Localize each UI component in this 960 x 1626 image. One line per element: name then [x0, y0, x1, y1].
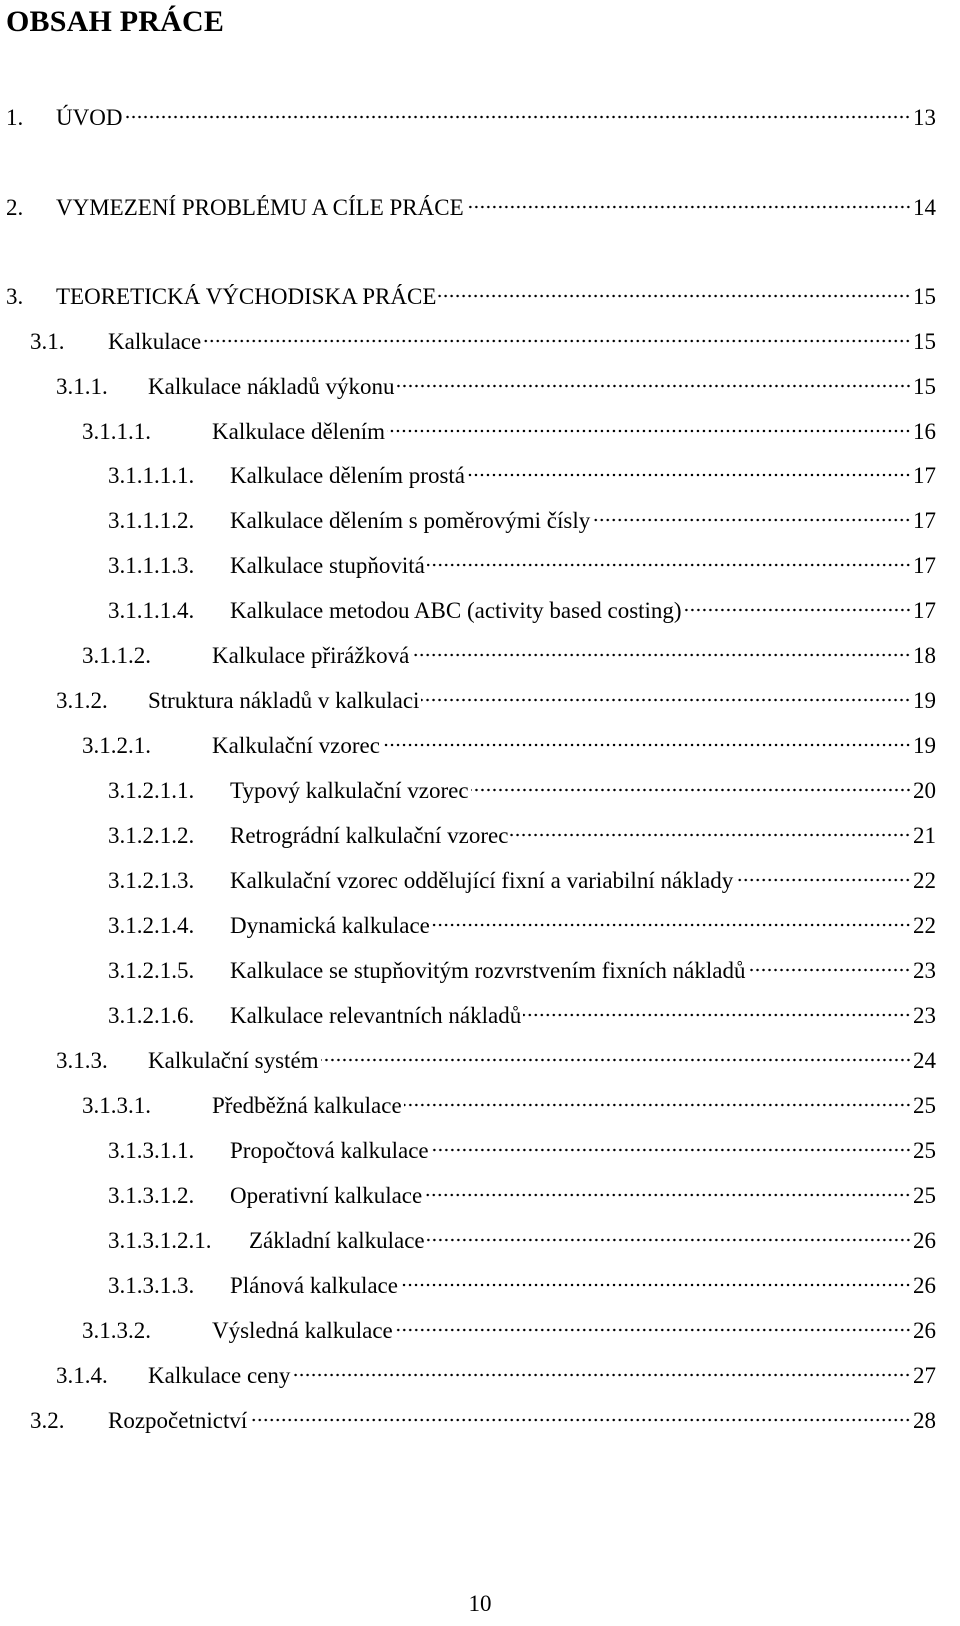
toc-entry-label: Kalkulace stupňovitá	[230, 553, 425, 578]
dot-leader	[404, 1102, 911, 1108]
toc-entry-page: 17	[913, 598, 936, 623]
toc-entry-label: Předběžná kalkulace	[212, 1093, 402, 1118]
dot-leader	[249, 1417, 911, 1423]
toc-entry-number: 3.1.1.1.1.	[108, 463, 195, 488]
dot-leader	[427, 562, 911, 568]
toc-entry-number: 3.1.1.	[56, 374, 108, 399]
toc-entry-number: 3.1.3.	[56, 1048, 108, 1073]
toc-entry[interactable]	[6, 194, 936, 222]
toc-entry[interactable]	[82, 732, 936, 760]
toc-entry[interactable]	[108, 1182, 936, 1210]
toc-entry-page: 17	[913, 553, 936, 578]
toc-entry-page: 22	[913, 913, 936, 938]
toc-entry-label: Kalkulace	[108, 329, 202, 354]
toc-entry-page: 16	[913, 419, 936, 444]
dot-leader	[382, 742, 911, 748]
toc-entry-number: 3.1.2.1.4.	[108, 913, 195, 938]
toc-entry-number: 2.	[6, 195, 24, 220]
toc-entry-label: Retrográdní kalkulační vzorec	[230, 823, 509, 848]
toc-entry-label: Kalkulace relevantních nákladů	[230, 1003, 522, 1028]
dot-leader	[466, 204, 911, 210]
dot-leader	[292, 1372, 911, 1378]
toc-entry[interactable]	[108, 822, 936, 850]
toc-entry-page: 23	[913, 958, 936, 983]
toc-entry-number: 3.1.1.1.2.	[108, 508, 195, 533]
toc-entry-label: Základní kalkulace	[249, 1228, 425, 1253]
dot-leader	[387, 428, 911, 434]
toc-entry-number: 1.	[6, 105, 24, 130]
toc-entry-number: 3.1.2.	[56, 688, 108, 713]
toc-entry-label: Rozpočetnictví	[108, 1408, 248, 1433]
toc-entry-number: 3.1.1.1.4.	[108, 598, 195, 623]
toc-entry-number: 3.1.3.2.	[82, 1318, 151, 1343]
toc-entry[interactable]	[108, 507, 936, 535]
toc-entry-label: VYMEZENÍ PROBLÉMU A CÍLE PRÁCE	[56, 195, 464, 220]
toc-entry-number: 3.1.1.1.3.	[108, 553, 195, 578]
toc-entry[interactable]	[108, 462, 936, 490]
toc-entry-label: Plánová kalkulace	[230, 1273, 398, 1298]
dot-leader	[438, 293, 911, 299]
toc-entry[interactable]	[56, 687, 936, 715]
dot-leader	[432, 922, 911, 928]
toc-entry[interactable]	[108, 552, 936, 580]
toc-entry[interactable]	[108, 1002, 936, 1030]
toc-entry-page: 15	[913, 329, 936, 354]
toc-entry-number: 3.	[6, 284, 24, 309]
toc-entry[interactable]	[56, 373, 936, 401]
toc-entry[interactable]	[108, 1227, 936, 1255]
toc-entry-number: 3.1.3.1.2.1.	[108, 1228, 212, 1253]
toc-entry-page: 15	[913, 374, 936, 399]
toc-entry-page: 28	[913, 1408, 936, 1433]
dot-leader	[203, 338, 911, 344]
toc-entry-number: 3.1.3.1.3.	[108, 1273, 195, 1298]
toc-entry-number: 3.1.3.1.1.	[108, 1138, 195, 1163]
dot-leader	[471, 787, 911, 793]
toc-entry-label: Propočtová kalkulace	[230, 1138, 429, 1163]
toc-entry[interactable]	[108, 597, 936, 625]
toc-entry-number: 3.1.2.1.3.	[108, 868, 195, 893]
dot-leader	[424, 1192, 911, 1198]
toc-entry-label: Typový kalkulační vzorec	[230, 778, 469, 803]
dot-leader	[400, 1282, 911, 1288]
toc-entry-label: Výsledná kalkulace	[212, 1318, 393, 1343]
toc-entry[interactable]	[108, 867, 936, 895]
toc-entry[interactable]	[30, 1407, 936, 1435]
toc-entry[interactable]	[82, 1317, 936, 1345]
toc-entry-page: 18	[913, 643, 936, 668]
dot-leader	[395, 1327, 911, 1333]
toc-entry-page: 25	[913, 1183, 936, 1208]
toc-entry-page: 27	[913, 1363, 936, 1388]
toc-entry-number: 3.1.1.2.	[82, 643, 151, 668]
toc-entry-label: TEORETICKÁ VÝCHODISKA PRÁCE	[56, 284, 437, 309]
toc-entry-page: 14	[913, 195, 936, 220]
dot-leader	[523, 1012, 911, 1018]
toc-entry-label: Kalkulace dělením prostá	[230, 463, 466, 488]
toc-entry-number: 3.1.2.1.6.	[108, 1003, 195, 1028]
toc-entry[interactable]	[56, 1362, 936, 1390]
toc-entry[interactable]	[82, 1092, 936, 1120]
toc-entry-label: Kalkulace přirážková	[212, 643, 410, 668]
toc-entry-page: 26	[913, 1318, 936, 1343]
toc-entry-number: 3.2.	[30, 1408, 65, 1433]
toc-entry[interactable]	[6, 104, 936, 132]
toc-entry-label: Dynamická kalkulace	[230, 913, 430, 938]
toc-entry-page: 26	[913, 1228, 936, 1253]
toc-entry-label: Kalkulace ceny	[148, 1363, 291, 1388]
dot-leader	[735, 877, 911, 883]
toc-entry-page: 21	[913, 823, 936, 848]
toc-entry-page: 23	[913, 1003, 936, 1028]
toc-entry-page: 25	[913, 1138, 936, 1163]
toc-entry-number: 3.1.	[30, 329, 65, 354]
toc-entry-page: 17	[913, 463, 936, 488]
toc-entry[interactable]	[108, 777, 936, 805]
toc-entry-number: 3.1.2.1.2.	[108, 823, 195, 848]
dot-leader	[431, 1147, 911, 1153]
dot-leader	[592, 517, 911, 523]
toc-entry-label: Kalkulační vzorec oddělující fixní a variabilní náklady	[230, 868, 734, 893]
toc-entry-page: 19	[913, 733, 936, 758]
dot-leader	[467, 472, 911, 478]
dot-leader	[510, 832, 911, 838]
toc-entry-page: 20	[913, 778, 936, 803]
toc-entry-number: 3.1.2.1.5.	[108, 958, 195, 983]
toc-entry-page: 17	[913, 508, 936, 533]
toc-entry[interactable]	[108, 1137, 936, 1165]
toc-entry[interactable]	[6, 283, 936, 311]
toc-entry-number: 3.1.2.1.1.	[108, 778, 195, 803]
toc-entry-label: Kalkulace dělením s poměrovými čísly	[230, 508, 591, 533]
toc-entry-label: ÚVOD	[56, 105, 123, 130]
toc-entry-page: 19	[913, 688, 936, 713]
toc-entry[interactable]	[82, 418, 936, 446]
toc-entry-number: 3.1.4.	[56, 1363, 108, 1388]
toc-entry-page: 15	[913, 284, 936, 309]
toc-entry-number: 3.1.1.1.	[82, 419, 151, 444]
toc-entry[interactable]	[30, 328, 936, 356]
toc-entry[interactable]	[82, 642, 936, 670]
toc-entry-label: Kalkulace se stupňovitým rozvrstvením fixních nákladů	[230, 958, 746, 983]
toc-entry-label: Kalkulační systém	[148, 1048, 319, 1073]
dot-leader	[421, 697, 911, 703]
dot-leader	[684, 607, 911, 613]
dot-leader	[427, 1237, 911, 1243]
dot-leader	[124, 114, 911, 120]
toc-entry[interactable]	[56, 1047, 936, 1075]
toc-entry-number: 3.1.3.1.2.	[108, 1183, 195, 1208]
toc-entry-page: 25	[913, 1093, 936, 1118]
toc-entry-page: 24	[913, 1048, 936, 1073]
toc-entry[interactable]	[108, 1272, 936, 1300]
toc-entry[interactable]	[108, 957, 936, 985]
dot-leader	[321, 1057, 911, 1063]
dot-leader	[411, 652, 911, 658]
page-number: 10	[468, 1591, 492, 1616]
toc-entry-label: Operativní kalkulace	[230, 1183, 423, 1208]
toc-entry-label: Kalkulace nákladů výkonu	[148, 374, 395, 399]
toc-entry-label: Kalkulace dělením	[212, 419, 386, 444]
toc-entry-page: 26	[913, 1273, 936, 1298]
toc-entry-page: 22	[913, 868, 936, 893]
dot-leader	[397, 383, 911, 389]
toc-entry-page: 13	[913, 105, 936, 130]
page-title: OBSAH PRÁCE	[6, 5, 225, 38]
toc-entry[interactable]	[108, 912, 936, 940]
toc-entry-number: 3.1.2.1.	[82, 733, 151, 758]
toc-entry-label: Struktura nákladů v kalkulaci	[148, 688, 420, 713]
toc-entry-label: Kalkulační vzorec	[212, 733, 380, 758]
toc-entry-number: 3.1.3.1.	[82, 1093, 151, 1118]
dot-leader	[747, 967, 911, 973]
toc-entry-label: Kalkulace metodou ABC (activity based costing)	[230, 598, 682, 623]
